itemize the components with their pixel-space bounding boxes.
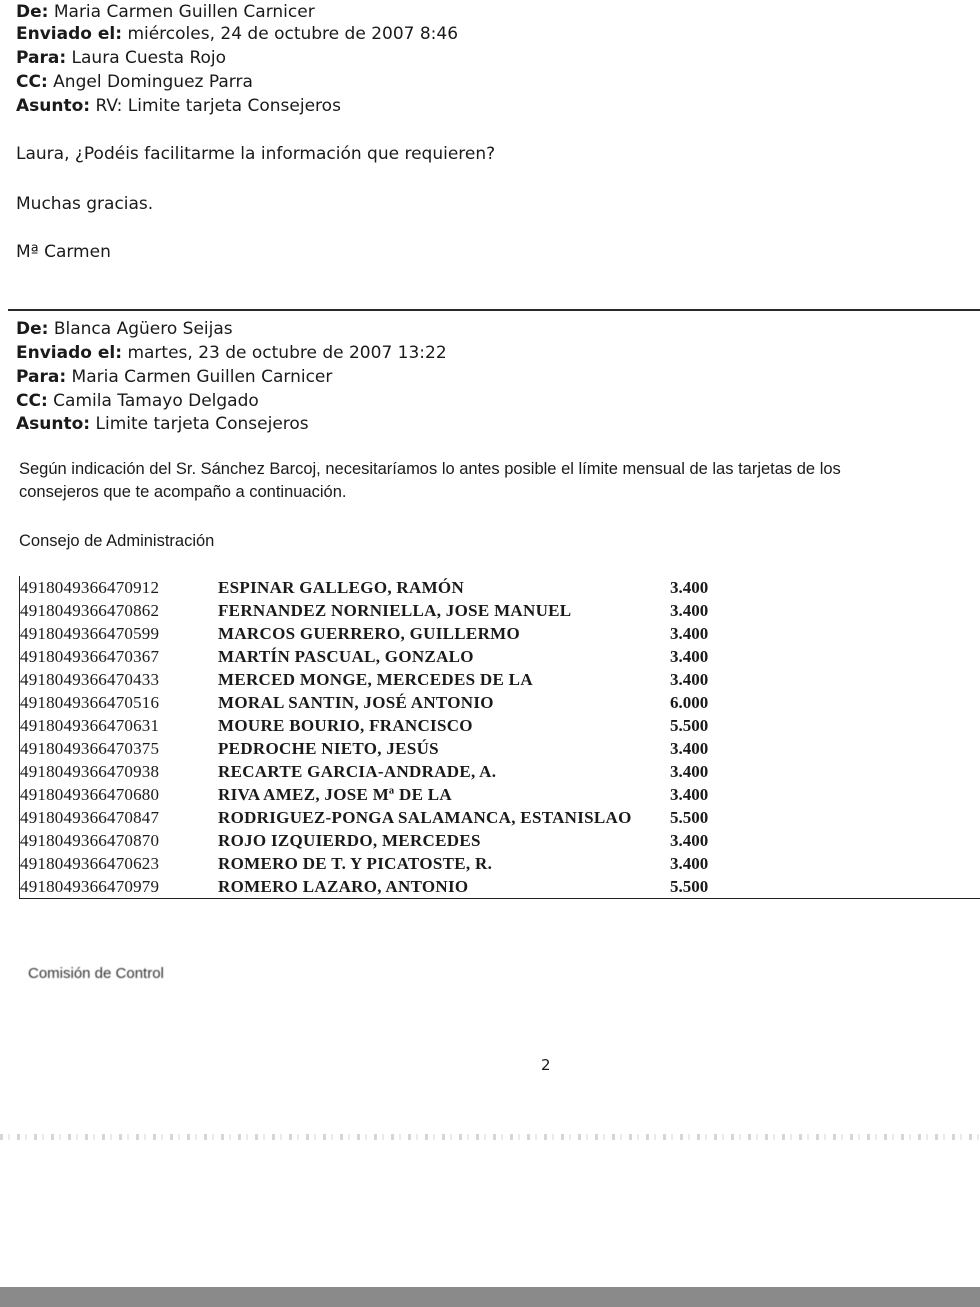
email2-to: Para: Maria Carmen Guillen Carnicer — [16, 367, 333, 387]
email2-body-line1: Según indicación del Sr. Sánchez Barcoj, necesitaríamos lo antes posible el límite mensual de las tarjetas de los — [19, 460, 841, 478]
limit-cell: 3.400 — [670, 670, 709, 689]
limit-cell: 5.500 — [670, 808, 709, 827]
limit-cell: 3.400 — [670, 624, 709, 643]
name-cell: MOURE BOURIO, FRANCISCO — [218, 716, 473, 735]
name-cell: ROMERO LAZARO, ANTONIO — [218, 877, 469, 896]
limit-cell: 5.500 — [670, 716, 709, 735]
table-row — [20, 760, 980, 783]
name-cell: PEDROCHE NIETO, JESÚS — [218, 739, 439, 758]
table-row — [20, 852, 980, 875]
limit-cell: 3.400 — [670, 739, 709, 758]
email1-to: Para: Laura Cuesta Rojo — [16, 48, 227, 68]
account-cell: 4918049366470938 — [20, 762, 160, 781]
name-cell: RODRIGUEZ-PONGA SALAMANCA, ESTANISLAO — [218, 808, 632, 827]
email1-cc: CC: Angel Dominguez Parra — [16, 72, 253, 92]
limit-cell: 3.400 — [670, 762, 709, 781]
account-cell: 4918049366470979 — [20, 877, 160, 896]
email1-from: De: Maria Carmen Guillen Carnicer — [16, 2, 315, 22]
account-cell: 4918049366470631 — [20, 716, 160, 735]
account-cell: 4918049366470375 — [20, 739, 160, 758]
limit-cell: 3.400 — [670, 785, 709, 804]
name-cell: RIVA AMEZ, JOSE Mª DE LA — [218, 785, 452, 804]
account-cell: 4918049366470599 — [20, 624, 160, 643]
bottom-bar — [0, 1287, 980, 1307]
card-limits-rows — [20, 576, 980, 899]
limit-cell: 3.400 — [670, 854, 709, 873]
email2-cc: CC: Camila Tamayo Delgado — [16, 391, 259, 411]
email1-subject: Asunto: RV: Limite tarjeta Consejeros — [16, 96, 341, 116]
limit-cell: 3.400 — [670, 578, 709, 597]
table-row — [20, 783, 980, 806]
table-row — [20, 576, 980, 599]
name-cell: MERCED MONGE, MERCEDES DE LA — [218, 670, 533, 689]
email1-body-line2: Muchas gracias. — [16, 194, 154, 214]
email2-from: De: Blanca Agüero Seijas — [16, 319, 233, 339]
account-cell: 4918049366470367 — [20, 647, 160, 666]
name-cell: MARTÍN PASCUAL, GONZALO — [218, 647, 474, 666]
email2-sent: Enviado el: martes, 23 de octubre de 2007 13:22 — [16, 343, 447, 363]
table-row — [20, 645, 980, 668]
name-cell: RECARTE GARCIA-ANDRADE, A. — [218, 762, 497, 781]
table-row — [20, 714, 980, 737]
section-title: Consejo de Administración — [19, 532, 215, 550]
limit-cell: 3.400 — [670, 647, 709, 666]
name-cell: ROJO IZQUIERDO, MERCEDES — [218, 831, 481, 850]
name-cell: MARCOS GUERRERO, GUILLERMO — [218, 624, 521, 643]
email2-subject: Asunto: Limite tarjeta Consejeros — [16, 414, 309, 434]
page-number: 2 — [541, 1056, 551, 1074]
limit-cell: 3.400 — [670, 601, 709, 620]
email2-body-line2: consejeros que te acompaño a continuación. — [19, 483, 347, 501]
account-cell: 4918049366470912 — [20, 578, 160, 597]
table-row — [20, 599, 980, 622]
scan-noise-line — [0, 1134, 980, 1140]
name-cell: FERNANDEZ NORNIELLA, JOSE MANUEL — [218, 601, 572, 620]
account-cell: 4918049366470847 — [20, 808, 160, 827]
table-row — [20, 829, 980, 852]
account-cell: 4918049366470870 — [20, 831, 160, 850]
email1-body-line1: Laura, ¿Podéis facilitarme la información que requieren? — [16, 144, 496, 164]
account-cell: 4918049366470433 — [20, 670, 160, 689]
account-cell: 4918049366470862 — [20, 601, 160, 620]
limit-cell: 6.000 — [670, 693, 709, 712]
limit-cell: 5.500 — [670, 877, 709, 896]
account-cell: 4918049366470516 — [20, 693, 160, 712]
table-row — [20, 806, 980, 829]
table-row — [20, 691, 980, 714]
table-row — [20, 622, 980, 645]
card-limits-table — [19, 576, 980, 899]
table-row — [20, 668, 980, 691]
table-row — [20, 737, 980, 760]
account-cell: 4918049366470623 — [20, 854, 160, 873]
name-cell: MORAL SANTIN, JOSÉ ANTONIO — [218, 693, 494, 712]
email1-signature: Mª Carmen — [16, 242, 111, 262]
name-cell: ROMERO DE T. Y PICATOSTE, R. — [218, 854, 493, 873]
limit-cell: 3.400 — [670, 831, 709, 850]
account-cell: 4918049366470680 — [20, 785, 160, 804]
email1-sent: Enviado el: miércoles, 24 de octubre de 2007 8:46 — [16, 24, 459, 44]
name-cell: ESPINAR GALLEGO, RAMÓN — [218, 578, 465, 597]
table-row — [20, 875, 980, 899]
email-separator — [8, 309, 980, 311]
next-section-title: Comisión de Control — [28, 965, 164, 982]
